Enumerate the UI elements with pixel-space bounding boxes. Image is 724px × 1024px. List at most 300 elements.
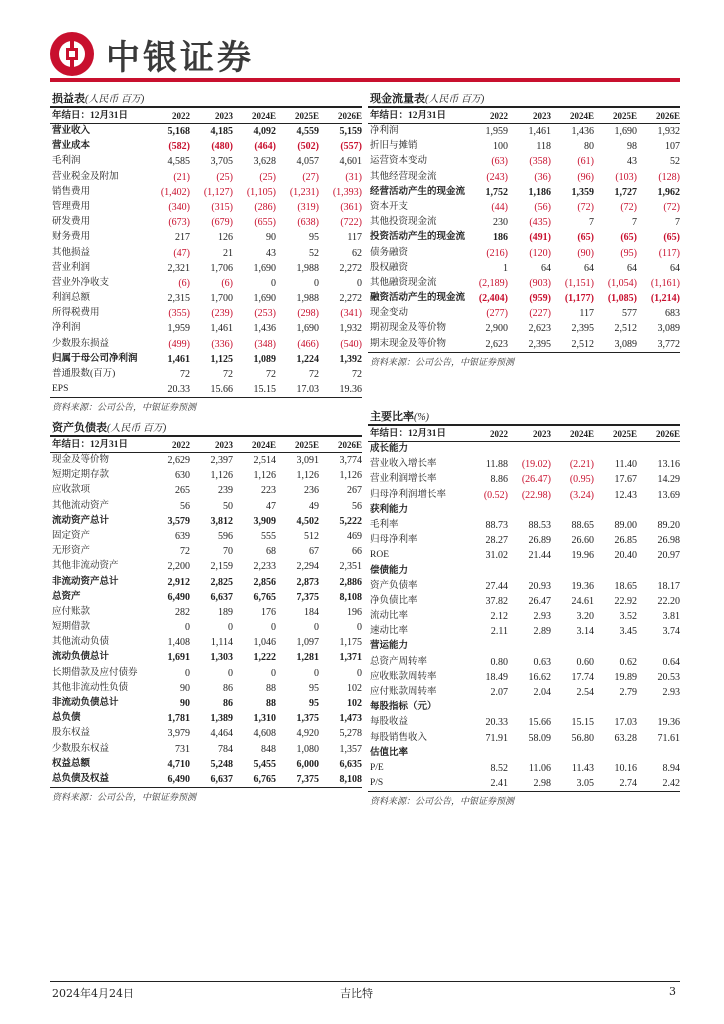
row-value: 0 bbox=[271, 622, 276, 634]
brand-name: 中银证券 bbox=[106, 38, 254, 78]
table-row bbox=[50, 514, 362, 529]
table-unit: (人民币 百万) bbox=[85, 94, 145, 105]
header-year: 2023 bbox=[215, 111, 233, 121]
header-year: 2022 bbox=[172, 440, 190, 450]
table-row bbox=[50, 139, 362, 154]
header-year: 2024E bbox=[569, 429, 594, 439]
table-row bbox=[368, 154, 680, 169]
row-value: 72 bbox=[352, 369, 362, 380]
row-value: 0.63 bbox=[533, 656, 551, 668]
row-value: 52 bbox=[309, 247, 319, 259]
row-value: 11.06 bbox=[528, 762, 551, 774]
row-value: 2,200 bbox=[167, 561, 190, 573]
table-row bbox=[50, 483, 362, 498]
table-row bbox=[368, 670, 680, 685]
row-value: (65) bbox=[577, 232, 594, 244]
row-value: (95) bbox=[620, 247, 637, 259]
category-row bbox=[368, 442, 680, 457]
row-value: (358) bbox=[529, 156, 551, 168]
row-value: 3,979 bbox=[167, 728, 190, 740]
row-value: 0 bbox=[228, 667, 233, 679]
table-row bbox=[368, 215, 680, 230]
table-row bbox=[368, 306, 680, 321]
row-value: 1,389 bbox=[210, 713, 233, 725]
row-value: 71.61 bbox=[657, 732, 680, 744]
row-value: 3,774 bbox=[339, 455, 362, 466]
row-value: (216) bbox=[486, 247, 508, 259]
row-label: 利润总额 bbox=[52, 293, 91, 304]
row-value: 1,046 bbox=[253, 637, 276, 649]
table-row bbox=[368, 230, 680, 245]
row-value: 6,637 bbox=[210, 773, 233, 785]
row-value: 22.92 bbox=[614, 595, 637, 607]
row-value: 2,351 bbox=[339, 561, 362, 573]
row-value: 62 bbox=[352, 247, 362, 259]
header-label: 年结日：12月31日 bbox=[370, 111, 447, 121]
table-row bbox=[368, 200, 680, 215]
row-value: 8,108 bbox=[339, 773, 362, 785]
row-value: 64 bbox=[670, 262, 680, 274]
row-value: 27.44 bbox=[485, 580, 508, 592]
row-value: 0 bbox=[228, 622, 233, 634]
row-value: 21 bbox=[223, 247, 233, 259]
table-row bbox=[50, 321, 362, 336]
row-value: 89.00 bbox=[614, 519, 637, 531]
row-value: 0.60 bbox=[576, 656, 594, 668]
row-value: 2,315 bbox=[167, 293, 190, 305]
row-label: 流动比率 bbox=[370, 611, 409, 622]
header-year: 2026E bbox=[337, 440, 362, 450]
table-row bbox=[50, 468, 362, 483]
row-value: 4,185 bbox=[210, 126, 233, 137]
row-label: 应付账款周转率 bbox=[370, 687, 437, 697]
row-label: 普通股数(百万) bbox=[52, 369, 116, 379]
row-value: 20.53 bbox=[657, 671, 680, 683]
header-year: 2023 bbox=[215, 440, 233, 450]
row-value: (90) bbox=[577, 247, 594, 259]
table-row bbox=[50, 499, 362, 514]
row-value: 15.66 bbox=[210, 384, 233, 396]
row-label: 其他流动资产 bbox=[52, 500, 110, 511]
row-value: 95 bbox=[309, 698, 319, 709]
row-value: 784 bbox=[218, 743, 233, 755]
row-value: 64 bbox=[584, 262, 594, 274]
row-value: 6,637 bbox=[210, 591, 233, 603]
row-value: 17.03 bbox=[614, 717, 637, 729]
row-value: (466) bbox=[297, 338, 319, 350]
row-value: 0 bbox=[185, 667, 190, 679]
row-value: 2.54 bbox=[576, 687, 594, 698]
boc-logo-icon bbox=[50, 32, 94, 76]
row-value: 15.15 bbox=[253, 384, 276, 396]
row-value: 47 bbox=[266, 500, 276, 512]
row-label: 其他非流动性负债 bbox=[52, 682, 129, 693]
row-value: 6,765 bbox=[253, 591, 276, 603]
category-row bbox=[368, 700, 680, 715]
row-value: 5,248 bbox=[210, 758, 233, 770]
table-row bbox=[50, 337, 362, 352]
category-row bbox=[368, 564, 680, 579]
row-value: 95 bbox=[309, 232, 319, 244]
table-title-text: 资产负债表 bbox=[52, 422, 107, 434]
row-value: (298) bbox=[297, 308, 319, 320]
row-value: 7 bbox=[632, 217, 637, 229]
row-value: 2.93 bbox=[662, 687, 680, 698]
table-row bbox=[50, 726, 362, 741]
row-label: 少数股东损益 bbox=[52, 338, 110, 349]
row-value: 2,856 bbox=[253, 576, 276, 588]
row-value: (286) bbox=[254, 201, 276, 213]
header-rule bbox=[50, 78, 680, 82]
table-row bbox=[50, 529, 362, 544]
row-value: (502) bbox=[297, 141, 319, 153]
row-value: 1,781 bbox=[167, 713, 190, 725]
row-value: 3,705 bbox=[210, 156, 233, 168]
row-value: 18.17 bbox=[657, 580, 680, 592]
row-value: 117 bbox=[579, 308, 594, 320]
row-value: 1,359 bbox=[571, 186, 594, 198]
row-value: 8,108 bbox=[339, 591, 362, 603]
row-value: 4,710 bbox=[167, 758, 190, 770]
row-value: 19.36 bbox=[571, 580, 594, 592]
row-value: 95 bbox=[309, 682, 319, 694]
row-value: 0 bbox=[271, 667, 276, 679]
row-value: 22.20 bbox=[657, 595, 680, 607]
row-value: (1,127) bbox=[203, 186, 233, 198]
table-unit: (人民币 百万) bbox=[107, 423, 167, 434]
table-row bbox=[50, 559, 362, 574]
row-value: (1,214) bbox=[650, 293, 680, 305]
row-value: (341) bbox=[340, 308, 362, 320]
row-value: 1,988 bbox=[296, 293, 319, 305]
row-value: 118 bbox=[536, 141, 551, 153]
row-value: 26.60 bbox=[571, 535, 594, 547]
row-value: 86 bbox=[223, 682, 233, 694]
row-value: 2,512 bbox=[614, 323, 637, 335]
row-value: 1,700 bbox=[210, 293, 233, 305]
row-value: 230 bbox=[493, 217, 508, 229]
table-row bbox=[50, 352, 362, 367]
row-value: 89.20 bbox=[657, 519, 680, 531]
table-row bbox=[368, 761, 680, 776]
row-value: 4,601 bbox=[339, 156, 362, 168]
row-value: 2.07 bbox=[490, 687, 508, 698]
row-value: 21.44 bbox=[528, 550, 551, 562]
row-label: 营业收入增长率 bbox=[370, 459, 437, 470]
row-value: 80 bbox=[584, 141, 594, 153]
row-value: 90 bbox=[180, 682, 190, 694]
row-label: 其他经营现金流 bbox=[370, 171, 437, 182]
table-row bbox=[50, 544, 362, 559]
row-value: 1,690 bbox=[296, 323, 319, 335]
row-value: 5,455 bbox=[253, 758, 276, 770]
row-value: 4,092 bbox=[253, 126, 276, 137]
row-label: 无形资产 bbox=[52, 546, 91, 557]
row-value: 1,436 bbox=[253, 323, 276, 335]
table-header-row bbox=[50, 108, 362, 124]
row-value: 64 bbox=[541, 262, 551, 274]
row-value: 2,514 bbox=[253, 455, 276, 466]
row-label: 其他非流动资产 bbox=[52, 561, 119, 572]
row-value: 67 bbox=[309, 546, 319, 558]
row-value: 3.14 bbox=[576, 626, 594, 638]
row-label: 营业收入 bbox=[52, 126, 91, 136]
row-label: 经营活动产生的现金流 bbox=[370, 186, 465, 197]
row-value: 37.82 bbox=[485, 595, 508, 607]
row-value: 10.16 bbox=[614, 762, 637, 774]
row-value: 639 bbox=[175, 530, 190, 542]
header-year: 2026E bbox=[655, 111, 680, 121]
row-value: (435) bbox=[529, 217, 551, 229]
row-value: 236 bbox=[304, 485, 319, 497]
table-row bbox=[368, 321, 680, 336]
row-value: (72) bbox=[620, 201, 637, 213]
header-year: 2025E bbox=[612, 111, 637, 121]
row-label: 估值比率 bbox=[370, 747, 409, 758]
row-value: 28.27 bbox=[485, 535, 508, 547]
table-title-text: 主要比率 bbox=[370, 411, 414, 423]
table-row bbox=[368, 291, 680, 306]
row-value: 7 bbox=[675, 217, 680, 229]
table-title-text: 损益表 bbox=[52, 93, 85, 105]
row-value: 2,159 bbox=[210, 561, 233, 573]
table-row bbox=[368, 533, 680, 548]
row-value: (679) bbox=[211, 217, 233, 229]
row-label: 每股收益 bbox=[370, 717, 409, 728]
row-value: 2.89 bbox=[533, 626, 551, 638]
row-value: 2.74 bbox=[619, 778, 637, 790]
row-value: 90 bbox=[266, 232, 276, 244]
row-value: (72) bbox=[663, 201, 680, 213]
row-label: 每股指标（元） bbox=[370, 702, 437, 713]
row-value: 43 bbox=[266, 247, 276, 259]
row-value: (655) bbox=[254, 217, 276, 229]
row-label: 营业成本 bbox=[52, 141, 91, 152]
row-label: 资本开支 bbox=[370, 201, 409, 212]
row-value: 0 bbox=[271, 277, 276, 289]
row-value: 196 bbox=[347, 606, 362, 618]
row-value: 4,559 bbox=[296, 126, 319, 137]
row-value: 52 bbox=[670, 156, 680, 168]
row-value: 1,959 bbox=[167, 323, 190, 335]
table-row bbox=[50, 230, 362, 245]
table-row bbox=[50, 711, 362, 726]
table-row bbox=[50, 291, 362, 306]
row-value: 70 bbox=[223, 546, 233, 558]
row-value: (491) bbox=[529, 232, 551, 244]
row-value: 239 bbox=[218, 485, 233, 497]
row-value: (1,402) bbox=[160, 186, 190, 198]
table-title bbox=[50, 90, 362, 108]
report-header bbox=[50, 30, 690, 78]
row-value: 0.62 bbox=[619, 656, 637, 668]
row-value: (464) bbox=[254, 141, 276, 153]
header-year: 2022 bbox=[490, 111, 508, 121]
row-value: 72 bbox=[180, 546, 190, 558]
row-value: 19.36 bbox=[657, 717, 680, 729]
row-value: (1,105) bbox=[246, 186, 276, 198]
row-value: (25) bbox=[216, 171, 233, 183]
row-value: 88 bbox=[266, 698, 276, 709]
row-value: 4,608 bbox=[253, 728, 276, 740]
row-label: 投资活动产生的现金流 bbox=[370, 232, 465, 243]
table-unit: (%) bbox=[414, 412, 429, 423]
row-value: 2,397 bbox=[210, 455, 233, 466]
row-value: 24.61 bbox=[571, 595, 594, 607]
table-row bbox=[50, 742, 362, 757]
row-value: 98 bbox=[627, 141, 637, 153]
row-label: 营业利润增长率 bbox=[370, 474, 437, 485]
header-year: 2024E bbox=[569, 111, 594, 121]
table-row bbox=[50, 605, 362, 620]
row-value: (557) bbox=[340, 141, 362, 153]
table-source: 资料来源：公司公告，中银证券预测 bbox=[50, 787, 362, 805]
row-label: 股东权益 bbox=[52, 728, 91, 739]
row-value: 1,126 bbox=[339, 470, 362, 482]
row-label: 归属于母公司净利润 bbox=[52, 353, 138, 364]
row-value: 1,706 bbox=[210, 262, 233, 274]
row-label: 获利能力 bbox=[370, 504, 409, 515]
row-value: 56.80 bbox=[571, 732, 594, 744]
row-value: (638) bbox=[297, 217, 319, 229]
category-row bbox=[368, 746, 680, 761]
row-value: 1,089 bbox=[253, 353, 276, 365]
row-value: (722) bbox=[340, 217, 362, 229]
row-value: 1 bbox=[503, 262, 508, 274]
table-title bbox=[368, 90, 680, 108]
row-value: 4,057 bbox=[296, 156, 319, 168]
header-year: 2026E bbox=[337, 111, 362, 121]
row-label: 归母净利润增长率 bbox=[370, 489, 447, 500]
row-value: 1,126 bbox=[296, 470, 319, 482]
row-value: 1,959 bbox=[485, 126, 508, 137]
row-label: 现金及等价物 bbox=[52, 455, 110, 465]
row-value: 3.05 bbox=[576, 778, 594, 790]
row-value: 72 bbox=[266, 369, 276, 380]
row-value: 2.11 bbox=[490, 626, 508, 638]
row-value: 2.12 bbox=[490, 611, 508, 623]
row-value: 0.80 bbox=[490, 656, 508, 668]
row-value: 2,629 bbox=[167, 455, 190, 466]
row-value: (0.95) bbox=[569, 474, 594, 486]
row-value: 20.97 bbox=[657, 550, 680, 562]
row-label: 管理费用 bbox=[52, 201, 91, 212]
row-value: 1,436 bbox=[571, 126, 594, 137]
row-value: (3.24) bbox=[569, 489, 594, 501]
row-value: (540) bbox=[340, 338, 362, 350]
table-row bbox=[50, 772, 362, 787]
table-row bbox=[50, 276, 362, 291]
row-value: (499) bbox=[168, 338, 190, 350]
row-value: 1,097 bbox=[296, 637, 319, 649]
row-value: (19.02) bbox=[521, 459, 551, 471]
table-row bbox=[368, 655, 680, 670]
row-value: 1,114 bbox=[210, 637, 233, 649]
row-value: 2,321 bbox=[167, 262, 190, 274]
row-value: 267 bbox=[347, 485, 362, 497]
row-value: 15.66 bbox=[528, 717, 551, 729]
row-label: 融资活动产生的现金流 bbox=[370, 293, 465, 304]
row-label: 应收账款周转率 bbox=[370, 671, 437, 682]
row-value: 1,727 bbox=[614, 186, 637, 198]
row-label: 营运能力 bbox=[370, 641, 409, 652]
row-label: 运营资本变动 bbox=[370, 156, 428, 167]
income-statement-table bbox=[50, 90, 362, 415]
row-value: 49 bbox=[309, 500, 319, 512]
row-value: (277) bbox=[486, 308, 508, 320]
row-value: 848 bbox=[261, 743, 276, 755]
row-label: 权益总额 bbox=[52, 758, 91, 769]
table-row bbox=[50, 590, 362, 605]
row-value: 2,233 bbox=[253, 561, 276, 573]
row-value: 8.52 bbox=[490, 762, 508, 774]
row-value: 11.88 bbox=[485, 459, 508, 471]
row-value: 86 bbox=[223, 698, 233, 709]
row-value: 20.40 bbox=[614, 550, 637, 562]
row-value: (355) bbox=[168, 308, 190, 320]
row-value: 50 bbox=[223, 500, 233, 512]
row-value: (319) bbox=[297, 201, 319, 213]
row-label: 非流动资产总计 bbox=[52, 576, 119, 587]
row-value: 8.86 bbox=[490, 474, 508, 486]
row-value: (480) bbox=[211, 141, 233, 153]
row-label: ROE bbox=[370, 550, 389, 561]
row-value: 1,473 bbox=[339, 713, 362, 725]
table-header-row bbox=[368, 108, 680, 124]
row-label: 成长能力 bbox=[370, 444, 409, 454]
row-value: 13.16 bbox=[657, 459, 680, 471]
row-value: (348) bbox=[254, 338, 276, 350]
table-row bbox=[50, 124, 362, 139]
row-value: 100 bbox=[493, 141, 508, 153]
table-row bbox=[368, 731, 680, 746]
row-value: 1,310 bbox=[253, 713, 276, 725]
header-label: 年结日：12月31日 bbox=[370, 429, 447, 439]
row-value: 11.43 bbox=[571, 762, 594, 774]
row-label: 偿债能力 bbox=[370, 565, 409, 576]
table-title-text: 现金流量表 bbox=[370, 93, 425, 105]
row-value: 1,690 bbox=[253, 293, 276, 305]
company-name: 吉比特 bbox=[340, 987, 373, 1000]
row-value: 26.47 bbox=[528, 595, 551, 607]
row-value: (2.21) bbox=[569, 459, 594, 471]
row-value: 469 bbox=[347, 530, 362, 542]
table-row bbox=[50, 261, 362, 276]
header-year: 2023 bbox=[533, 429, 551, 439]
table-row bbox=[368, 594, 680, 609]
row-value: 0 bbox=[357, 667, 362, 679]
row-value: (239) bbox=[211, 308, 233, 320]
row-value: 2,886 bbox=[339, 576, 362, 588]
row-value: 2,873 bbox=[296, 576, 319, 588]
table-row bbox=[50, 246, 362, 261]
header-year: 2023 bbox=[533, 111, 551, 121]
row-value: 630 bbox=[175, 470, 190, 482]
row-value: 90 bbox=[180, 698, 190, 709]
row-value: 72 bbox=[309, 369, 319, 380]
row-value: 18.65 bbox=[614, 580, 637, 592]
row-label: 少数股东权益 bbox=[52, 743, 110, 754]
row-value: 1,752 bbox=[485, 186, 508, 198]
row-value: 14.29 bbox=[657, 474, 680, 486]
row-value: 2.93 bbox=[533, 611, 551, 623]
row-value: 0 bbox=[185, 622, 190, 634]
row-value: 1,281 bbox=[296, 652, 319, 664]
row-value: 72 bbox=[180, 369, 190, 380]
row-value: 2,272 bbox=[339, 262, 362, 274]
row-value: 596 bbox=[218, 530, 233, 542]
row-value: (340) bbox=[168, 201, 190, 213]
